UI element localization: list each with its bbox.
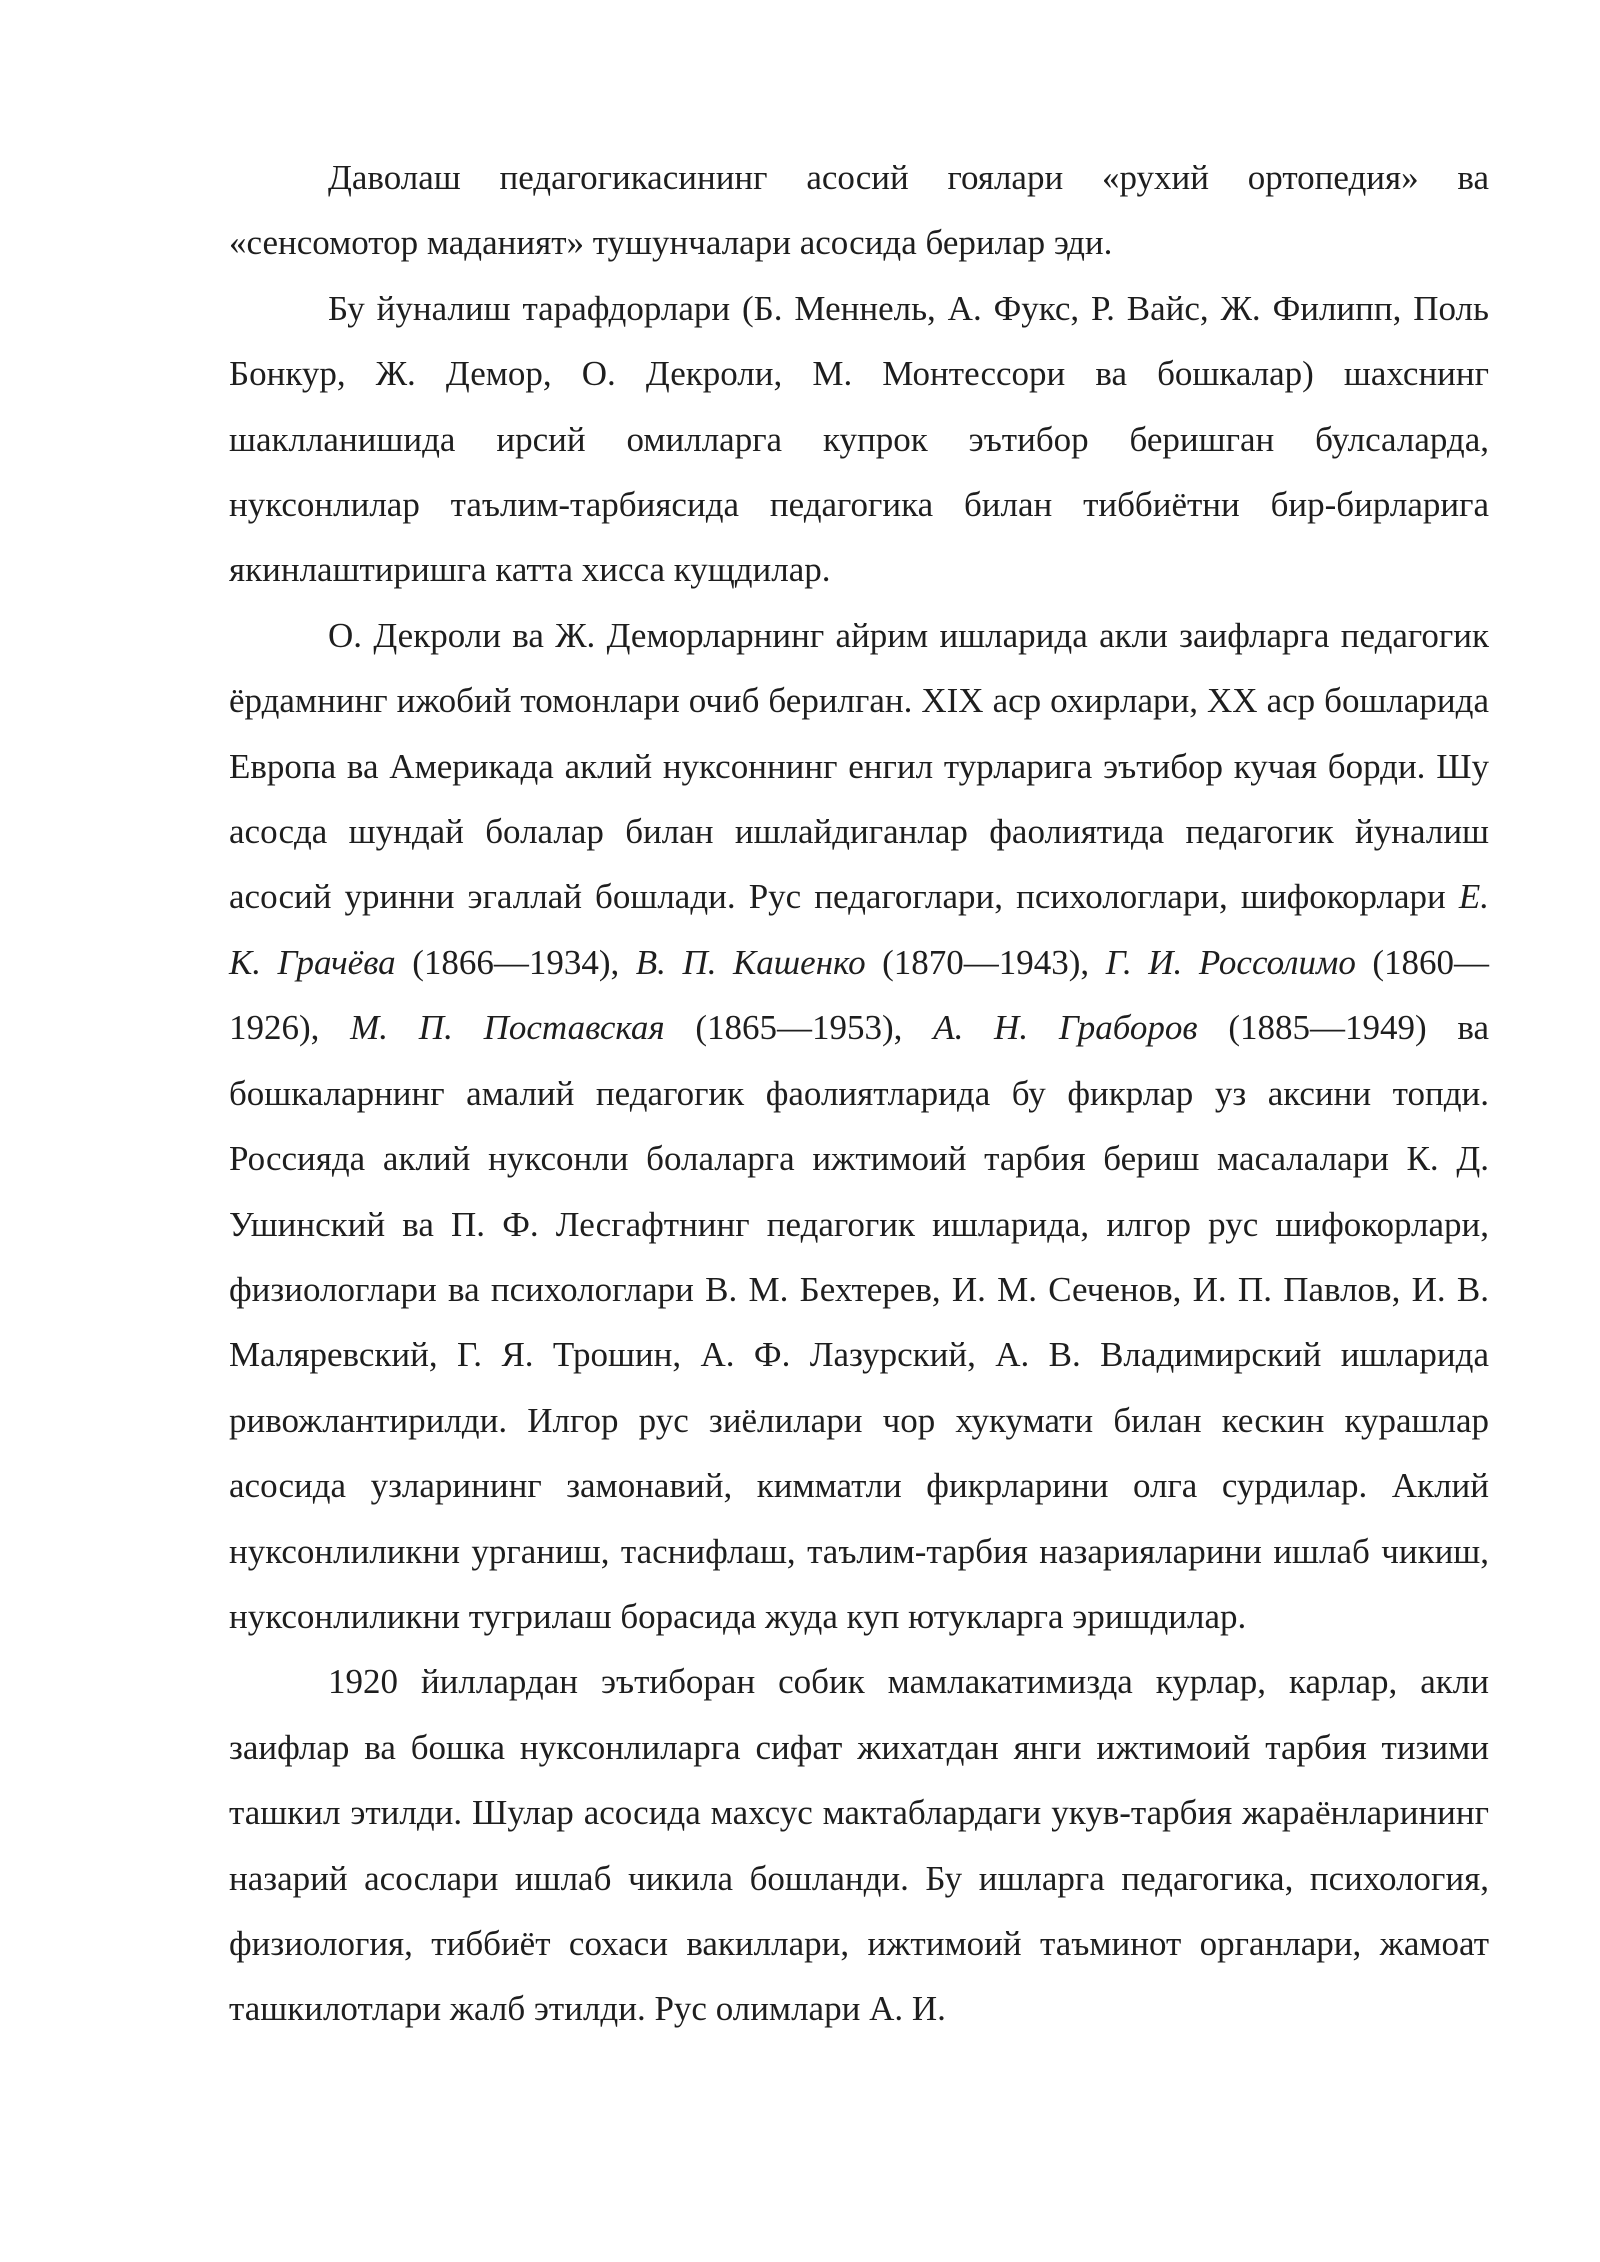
paragraph-2 [229, 276, 1489, 603]
date-range: (1870—1943), [882, 942, 1090, 982]
paragraph-3 [229, 603, 1489, 1650]
date-range: (1865—1953), [695, 1008, 903, 1048]
person-name: Г. И. Россолимо [1105, 942, 1356, 982]
person-name: А. Н. Граборов [933, 1008, 1198, 1048]
paragraph-text: (1885—1949) ва бошкаларнинг амалий педагогик фаолиятларида бу фикрлар уз аксини топди. Россияда аклий нуксонли болаларга ижтимоий тарбия бериш масалалари К. Д. Ушинский ва П. Ф. Лесгафтнинг педагогик ишларида, илгор рус шифокорлари, физиологлари ва психологлари В. М. Бехтерев, И. М. Сеченов, И. П. Павлов, И. В. Маляревский, Г. Я. Трошин, А. Ф. Лазурский, А. В. Владимирский ишларида ривожлантирилди. Илгор рус зиёлилари чор хукумати билан кескин курашлар асосида узларининг замонавий, кимматли фикрларини олга сурдилар. Аклий нуксонлиликни урганиш, таснифлаш, таълим-тарбия назарияларини ишлаб чикиш, нуксонлиликни тугрилаш борасида жуда куп ютукларга эришдилар. [229, 1008, 1490, 1636]
person-name: М. П. Поставская [350, 1008, 665, 1048]
paragraph-text: О. Декроли ва Ж. Деморларнинг айрим ишларида акли заифларга педагогик ёрдамнинг ижобий томонлари очиб берилган. XIX аср охирлари, XX аср бошларида Европа ва Америкада аклий нуксоннинг енгил турларига эътибор кучая борди. Шу асосда шундай болалар билан ишлайдиганлар фаолиятида педагогик йуналиш асосий уринни эгаллай бошлади. Рус педагоглари, психологлари, шифокорлари [229, 615, 1489, 917]
paragraph-text: Даволаш педагогикасининг асосий гоялари «рухий ортопедия» ва «сенсомотор маданият» тушунчалари асосида берилар эди. [229, 158, 1489, 263]
date-range: (1866—1934), [412, 942, 620, 982]
paragraph-text: Бу йуналиш тарафдорлари (Б. Меннель, А. Фукс, Р. Вайс, Ж. Филипп, Поль Бонкур, Ж. Демор, О. Декроли, М. Монтессори ва бошкалар) шахснинг шаклланишида ирсий омилларга купрок эътибор беришган булсаларда, нуксонлилар таълим-тарбиясида педагогика билан тиббиётни бир-бирларига якинлаштиришга катта хисса кущдилар. [229, 288, 1489, 590]
person-name: Е. К. Грачёва [229, 877, 1490, 982]
date-range: (1860—1926), [229, 942, 1490, 1048]
paragraph-text: 1920 йиллардан эътиборан собик мамлакатимизда курлар, карлар, акли заифлар ва бошка нуксонлиларга сифат жихатдан янги ижтимоий тарбия тизими ташкил этилди. Шулар асосида махсус мактаблардаги укув-тарбия жараёнларининг назарий асослари ишлаб чикила бошланди. Бу ишларга педагогика, психология, физиология, тиббиёт сохаси вакиллари, ижтимоий таъминот органлари, жамоат ташкилотлари жалб этилди. Рус олимлари А. И. [229, 1662, 1489, 2029]
person-name: В. П. Кашенко [635, 942, 866, 982]
paragraph-4 [229, 1649, 1489, 2041]
paragraph-1 [229, 145, 1489, 276]
body-text [229, 145, 1489, 2042]
